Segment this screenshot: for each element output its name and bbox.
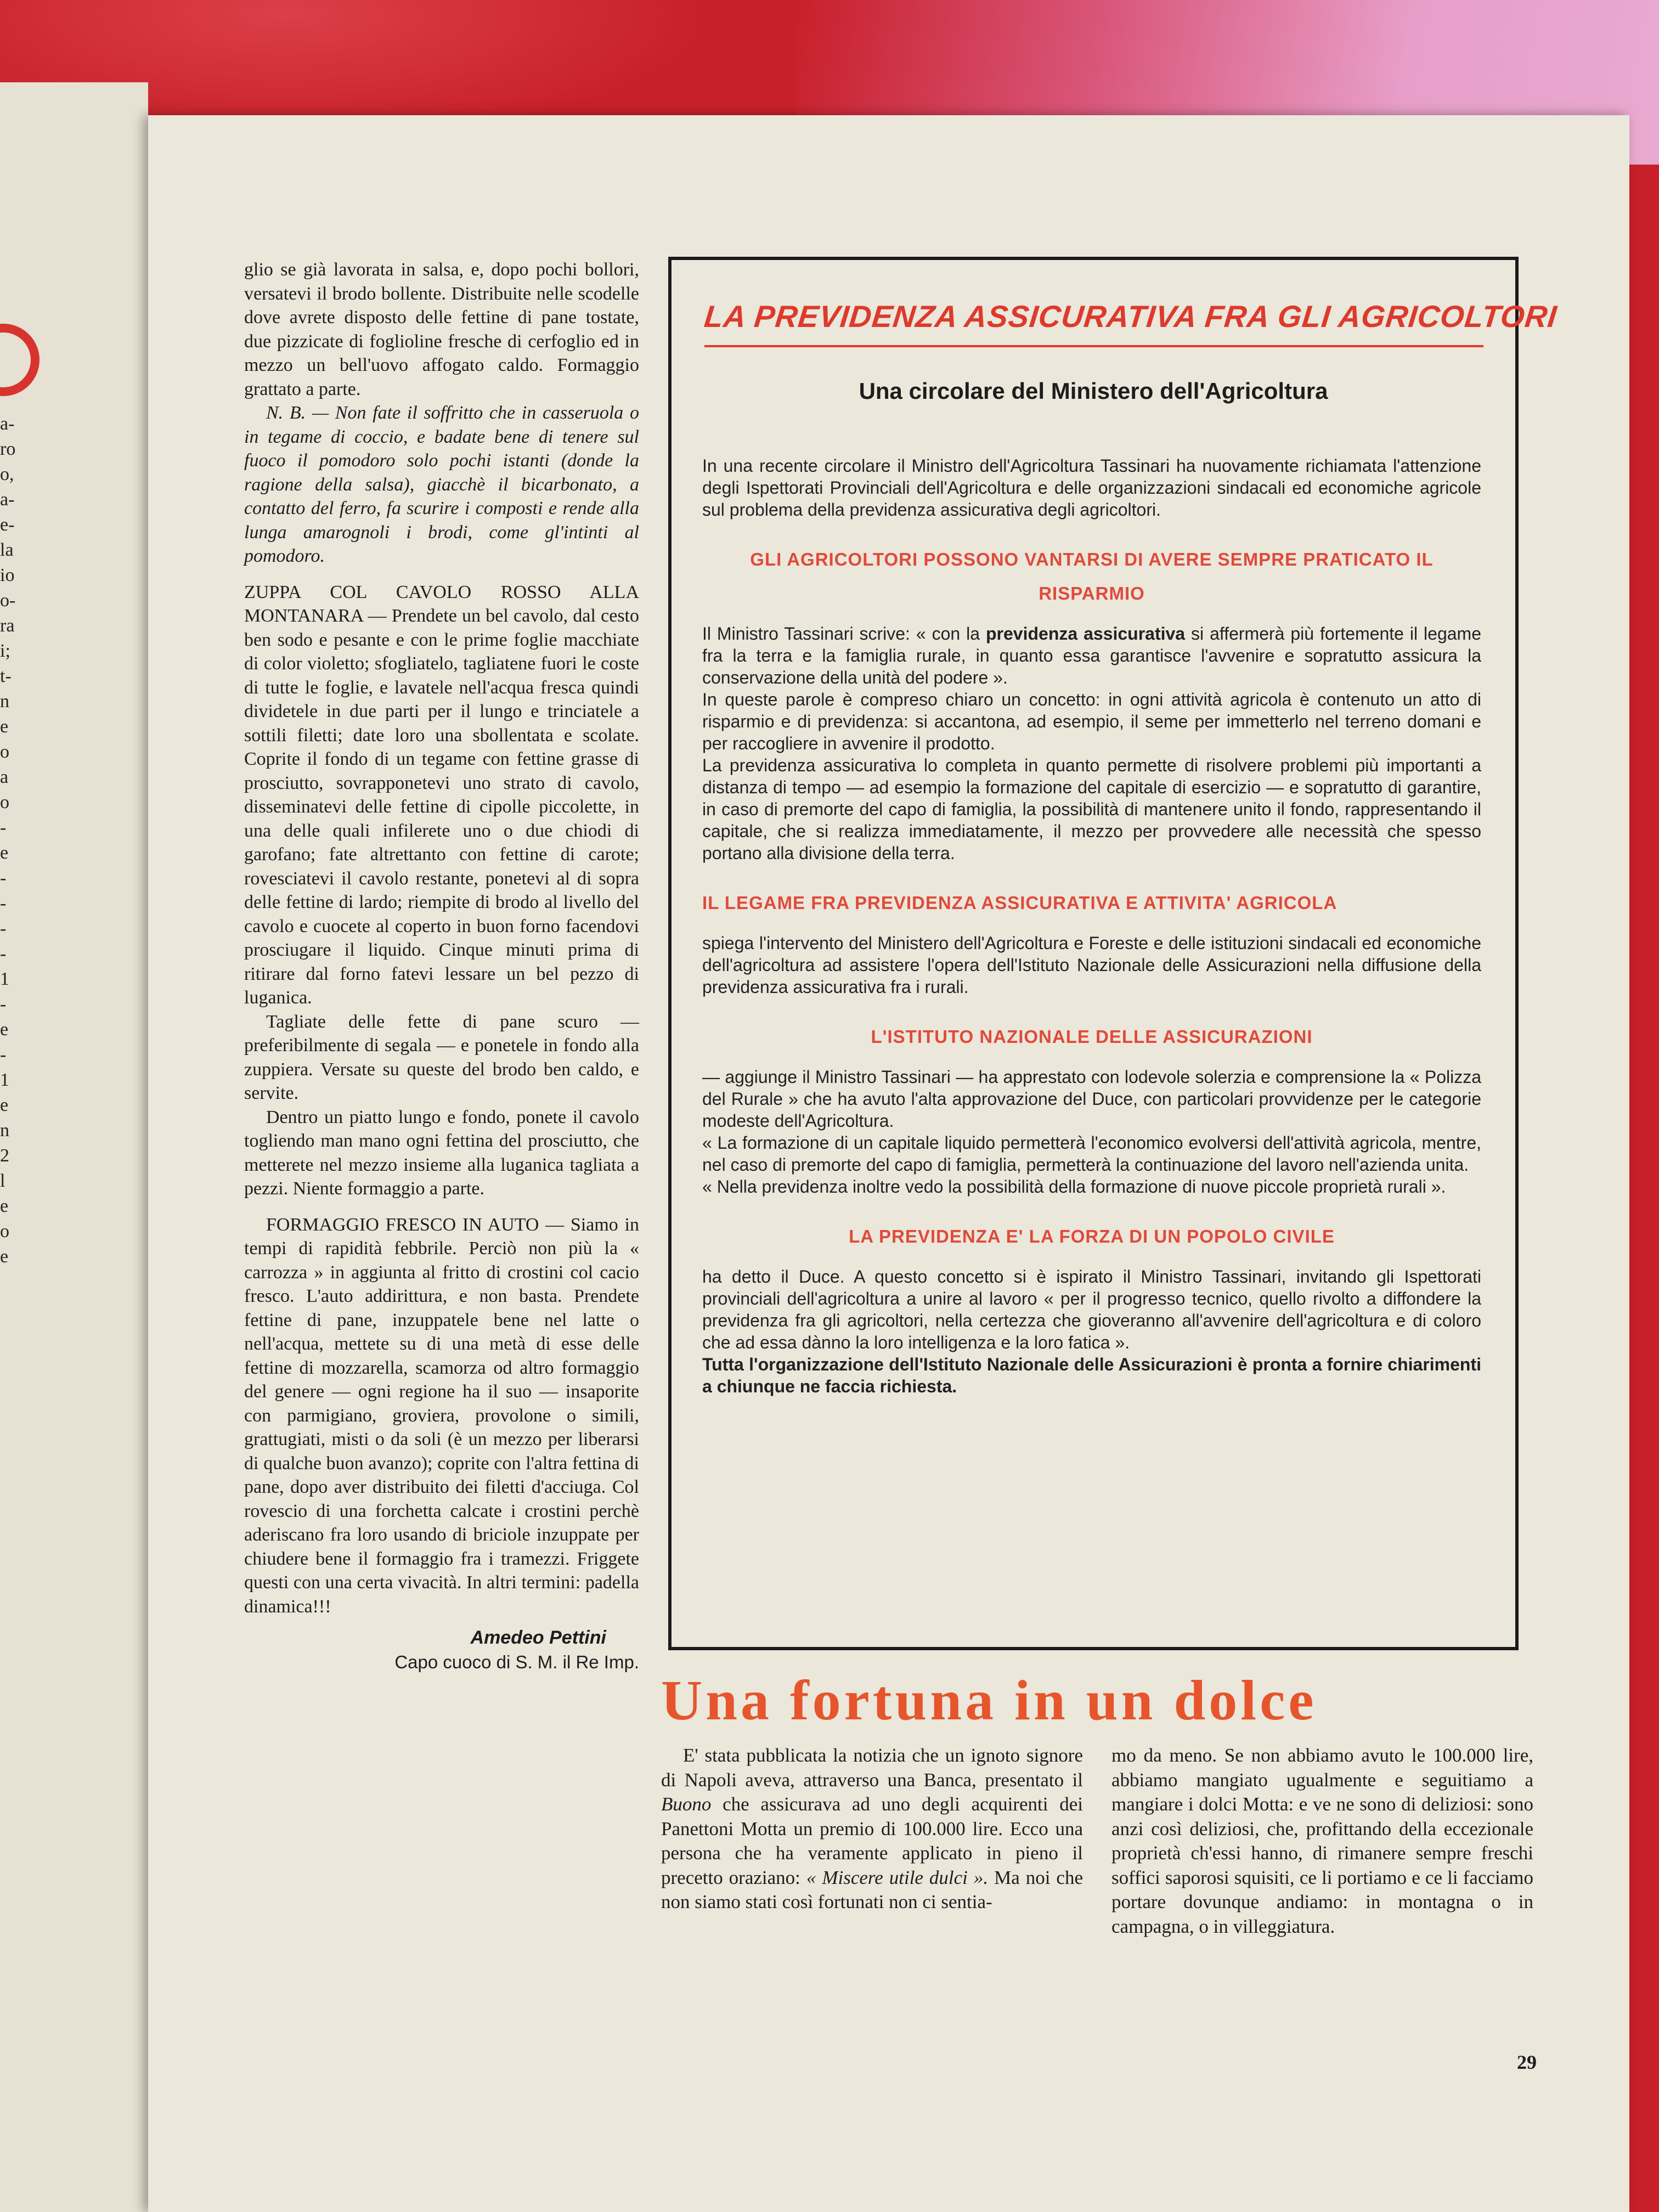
previous-page-fragment: e bbox=[0, 843, 9, 863]
intro-paragraph: In una recente circolare il Ministro dell'Agricoltura Tassinari ha nuovamente richiamata l'attenzione degli Ispettorati Provinciali dell'Agricoltura e delle organizzazioni sindacali ed economiche agricole sul problema della previdenza assicurativa degli agricoltori. bbox=[702, 456, 1481, 520]
previous-page-fragment: io bbox=[0, 565, 15, 585]
signature bbox=[244, 1626, 639, 1674]
previous-page-fragment: e bbox=[0, 1095, 9, 1115]
section-paragraph: Il Ministro Tassinari scrive: « con la previdenza assicurativa si affermerà più fortemente il legame fra la terra e la famiglia rurale, in quanto essa garantisce l'avvenire e sopratutto assicura la conservazione della unità del podere ». bbox=[702, 624, 1482, 687]
box-subtitle: Una circolare del Ministero dell'Agricoltura bbox=[859, 378, 1328, 404]
box-title: LA PREVIDENZA ASSICURATIVA FRA GLI AGRICOLTORI bbox=[702, 299, 1559, 334]
previous-page-fragment: - bbox=[0, 893, 7, 913]
section-heading: GLI AGRICOLTORI POSSONO VANTARSI DI AVERE SEMPRE PRATICATO IL RISPARMIO bbox=[750, 549, 1434, 603]
section-paragraph: « Nella previdenza inoltre vedo la possibilità della formazione di nuove piccole proprietà rurali ». bbox=[702, 1177, 1446, 1197]
previous-page-edge bbox=[0, 82, 148, 2212]
author-name: Amedeo Pettini bbox=[470, 1627, 606, 1648]
section-paragraph: La previdenza assicurativa lo completa in quanto permette di risolvere problemi più importanti a distanza di tempo — ad esempio la formazione del capitale di esercizio — e sopratutto di garantire, in caso di premorte del capo di famiglia, la possibilità di mantenere unito il fondo, rappresentando il capitale, che si realizza immediatamente, il mezzo per provvedere alle necessità che spesso portano alla divisione della terra. bbox=[702, 755, 1481, 863]
box-body bbox=[702, 455, 1481, 1397]
page-number: 29 bbox=[1517, 2051, 1537, 2073]
closing-paragraph: Tutta l'organizzazione dell'Istituto Nazionale delle Assicurazioni è pronta a fornire chiarimenti a chiunque ne faccia richiesta. bbox=[702, 1355, 1481, 1396]
previous-page-fragment: e bbox=[0, 1019, 9, 1040]
dolce-column-2: mo da meno. Se non abbiamo avuto le 100.000 lire, abbiamo mangiato ugualmente e seguitiamo a mangiare i dolci Motta: e ve ne sono di deliziosi: sono anzi così deliziosi, che, profittando della eccezionale proprietà ch'essi hanno, di rimanere sempre freschi soffici saporosi squisiti, ce li portiamo e ce li facciamo portare dovunque andiamo: in montagna o in campagna, o in villeggiatura. bbox=[1111, 1745, 1533, 1937]
previous-page-fragment: e- bbox=[0, 515, 15, 535]
previous-page-fragment: 1 bbox=[0, 969, 9, 989]
previous-page-fragment: i; bbox=[0, 641, 10, 661]
author-title: Capo cuoco di S. M. il Re Imp. bbox=[394, 1651, 639, 1672]
previous-page-fragment: - bbox=[0, 944, 7, 964]
previous-page-fragment: ra bbox=[0, 616, 15, 636]
previous-page-fragment: la bbox=[0, 540, 14, 560]
recipe-formaggio: FORMAGGIO FRESCO IN AUTO — Siamo in tempi di rapidità febbrile. Perciò non più la « carrozza » in aggiunta al fritto di crostini col cacio fresco. L'auto addirittura, e non basta. Prendete fettine di pane, inzuppatele bene nel latte o nell'acqua, mettete su di una metà di esse delle fettine di mozzarella, scamorza od altro formaggio del genere — ogni regione ha il suo — insaporite con parmigiano, groviera, provolone o simili, grattugiati, misti o da soli (è un mezzo per liberarsi di qualche buon avanzo); coprite con l'altra fettina di pane, dopo aver distribuito dei filetti d'acciuga. Col rovescio di una forchetta calcate i crostini perchè aderiscano fra loro usando di briciole inzuppate per chiudere bene il formaggio fra i tramezzi. Friggete questi con una certa vivacità. In altri termini: padella dinamica!!! bbox=[244, 1214, 639, 1617]
section-paragraph: spiega l'intervento del Ministero dell'Agricoltura e Foreste e delle istituzioni sindacali ed economiche dell'agricoltura ad assistere l'opera dell'Istituto Nazionale delle Assicurazioni nella diffusione della previdenza assicurativa fra i rurali. bbox=[702, 933, 1481, 997]
previous-page-fragment: o bbox=[0, 792, 9, 812]
recipe-paragraph: Dentro un piatto lungo e fondo, ponete il cavolo togliendo man mano ogni fettina del prosciutto, che metterete nel mezzo insieme alla luganica tagliata a pezzi. Niente formaggio a parte. bbox=[244, 1107, 639, 1199]
previous-page-fragment: l bbox=[0, 1171, 5, 1191]
previous-page-fragment: o bbox=[0, 742, 9, 762]
dolce-column-1: E' stata pubblicata la notizia che un ignoto signore di Napoli aveva, attraverso una Banca, presentato il Buono che assicurava ad uno degli acquirenti dei Panettoni Motta un premio di 100.000 lire. Ecco una persona che ha veramente applicato in pieno il precetto oraziano: « Miscere utile dulci ». Ma noi che non siamo stati così fortunati non ci sentia- bbox=[661, 1745, 1084, 1912]
previous-page-fragment: - bbox=[0, 1045, 7, 1065]
previous-page-fragment: ro bbox=[0, 439, 16, 459]
previous-page-fragment: e bbox=[0, 716, 9, 737]
previous-page-fragment: - bbox=[0, 817, 7, 838]
previous-page-fragment: n bbox=[0, 691, 9, 712]
dolce-article-title: Una fortuna in un dolce bbox=[661, 1669, 1317, 1732]
title-underline bbox=[704, 345, 1483, 347]
previous-page-fragment: e bbox=[0, 1196, 9, 1216]
recipe-note: N. B. — Non fate il soffritto che in casseruola o in tegame di coccio, e badate bene di tenere sul fuoco il pomodoro solo pochi istanti (donde la ragione della salsa), giacchè il bicarbonato, a contatto del ferro, fa scurire i composti e rende alla lunga amarognoli i brodi, come gl'intinti al pomodoro. bbox=[244, 403, 639, 566]
previous-page-fragment: a bbox=[0, 767, 9, 787]
previous-page-fragment: 2 bbox=[0, 1146, 9, 1166]
section-heading: L'ISTITUTO NAZIONALE DELLE ASSICURAZIONI bbox=[871, 1026, 1313, 1047]
section-paragraph: ha detto il Duce. A questo concetto si è ispirato il Ministro Tassinari, invitando gli Ispettorati provinciali dell'agricoltura a unire al lavoro « per il progresso tecnico, quello rivolto a diffondere la previdenza fra gli agricoltori, nella certezza che gioveranno all'avvenire dell'agricoltura e di coloro che ad essa dànno la loro intelligenza e la loro fatica ». bbox=[702, 1267, 1481, 1352]
insurance-article-box bbox=[668, 257, 1559, 1650]
previous-page-fragment: t- bbox=[0, 666, 12, 686]
previous-page-fragment: o, bbox=[0, 464, 14, 484]
previous-page-fragment: - bbox=[0, 918, 7, 939]
section-paragraph: « La formazione di un capitale liquido permetterà l'economico evolversi dell'attività agricola, mentre, nel caso di premorte del capo di famiglia, permetterà la continuazione del lavoro nell'azienda unita. bbox=[702, 1133, 1481, 1175]
previous-page-fragment: e bbox=[0, 1246, 9, 1267]
recipe-paragraph: Tagliate delle fette di pane scuro — preferibilmente di segala — e ponetele in fondo alla zuppiera. Versate su queste del brodo ben caldo, e servite. bbox=[244, 1011, 639, 1103]
previous-page-fragment: - bbox=[0, 868, 7, 888]
previous-page-fragment: a- bbox=[0, 414, 15, 434]
dolce-article-body bbox=[661, 1743, 1533, 1939]
previous-page-fragment: o bbox=[0, 1221, 9, 1242]
section-heading: IL LEGAME FRA PREVIDENZA ASSICURATIVA E ATTIVITA' AGRICOLA bbox=[702, 893, 1338, 913]
red-circle-mark bbox=[0, 324, 40, 396]
section-paragraph: — aggiunge il Ministro Tassinari — ha apprestato con lodevole solerzia e comprensione la « Polizza del Rurale » che ha avuto l'alta approvazione del Duce, con particolari provvidenze per le categorie modeste dell'Agricoltura. bbox=[702, 1067, 1481, 1131]
section-paragraph: In queste parole è compreso chiaro un concetto: in ogni attività agricola è contenuto un atto di risparmio e di previdenza: si accantona, ad esempio, il seme per immetterlo nel terreno domani e per raccogliere in avvenire il prodotto. bbox=[702, 690, 1481, 753]
recipe-column bbox=[244, 258, 639, 1674]
previous-page-fragment: a- bbox=[0, 489, 15, 510]
previous-page-fragment: 1 bbox=[0, 1070, 9, 1090]
section-heading: LA PREVIDENZA E' LA FORZA DI UN POPOLO CIVILE bbox=[849, 1226, 1335, 1246]
previous-page-fragment: n bbox=[0, 1120, 9, 1141]
recipe-paragraph: glio se già lavorata in salsa, e, dopo pochi bollori, versatevi il brodo bollente. Distribuite nelle scodelle dove avrete disposto delle fettine di pane tostate, due pizzicate di foglioline fresche di cerfoglio ed in mezzo un bell'uovo affogato caldo. Formaggio grattato a parte. bbox=[244, 259, 639, 399]
previous-page-text-fragments bbox=[0, 411, 33, 1269]
previous-page-fragment: o- bbox=[0, 590, 16, 611]
previous-page-fragment: - bbox=[0, 994, 7, 1014]
recipe-zuppa: ZUPPA COL CAVOLO ROSSO ALLA MONTANARA — Prendete un bel cavolo, dal cesto ben sodo e pesante e con le prime foglie macchiate di color violetto; sfogliatelo, tagliatene fuori le coste di tutte le foglie, e lavatele nell'acqua fresca quindi dividetele in due parti per il lungo e trinciatele a sottili filetti; date loro una sbollentata e scolate. Coprite il fondo di un tegame con fettine grasse di prosciutto, sovrapponetevi uno strato di cavolo, disseminatevi delle fettine di cipolle piccolette, in una delle quali infilerete uno o due chiodi di garofano; fate altrettanto con fettine di carote; rovesciatevi il cavolo restante, ponetevi al di sopra delle fettine di lardo; riempite di brodo al livello del cavolo e cuocete al coperto in buon forno facendovi prosciugare il liquido. Cinque minuti prima di ritirare dal forno fatevi lessare un bel pezzo di luganica. bbox=[244, 582, 639, 1008]
